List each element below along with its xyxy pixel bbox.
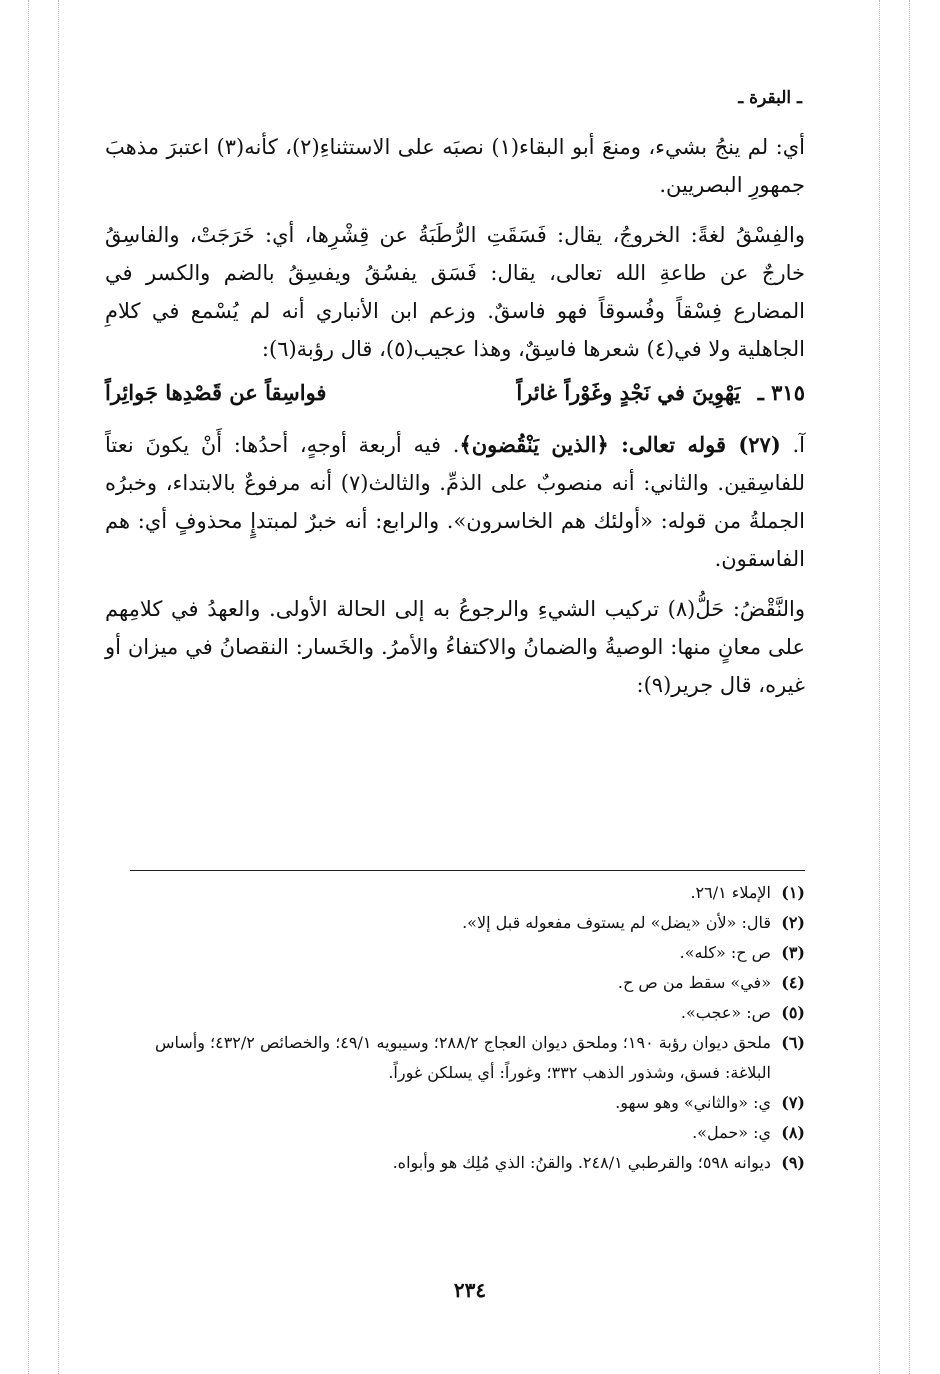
margin-dotted-line [879,0,882,1374]
footnote-text: قال: «لأن «يضل» لم يستوف مفعوله قبل إلا». [462,913,771,932]
footnote-text: «في» سقط من ص ح. [617,973,771,992]
footnote [105,1118,805,1148]
paragraph: والفِسْقُ لغةً: الخروجُ، يقال: فَسَقَتِ الرُّطَبَةُ عن قِشْرِها، أي: خَرَجَتْ، والفاسِقُ خارجٌ عن طاعةِ الله تعالى، يقال: فَسَق يفسُقُ ويفسِقُ بالضم والكسر في المضارع فِسْقاً وفُسوقاً فهو فاسقٌ. وزعم ابن الأنباري أنه لم يُسْمع في كلامِ الجاهلية ولا في(٤) شعرها فاسِقٌ، وهذا عجيب(٥)، قال رؤبة(٦): [105,223,805,361]
footnote-divider [130,870,805,871]
footnote-number: (٥) [781,1003,805,1022]
footnote-text: ص ح: «كله». [679,943,771,962]
footnote-number: (٤) [781,973,805,992]
section-prefix: آ. [792,433,805,457]
running-head: ـ البقرة ـ [738,88,802,108]
verse-number: ٣١٥ ـ [757,380,805,405]
footnote [105,1148,805,1178]
footnote-number: (٨) [781,1123,805,1142]
footnote [105,1028,805,1088]
section-heading: (٢٧) قوله تعالى: ﴿الذين يَنْقُضون﴾ [459,432,781,457]
footnote-text: الإملاء ٢٦/١. [690,883,771,902]
footnote [105,998,805,1028]
footnote [105,908,805,938]
footnote-text: ديوانه ٥٩٨؛ والقرطبي ٢٤٨/١. والقنُ: الذي مُلِك هو وأبواه. [392,1153,771,1172]
footnote [105,1088,805,1118]
paragraph: أي: لم ينجُ بشيء، ومنعَ أبو البقاء(١) نصبَه على الاستثناءِ(٢)، كأنه(٣) اعتبرَ مذهبَ جمهورِ البصريين. [105,135,805,197]
footnote-text: ي: «حمل». [692,1123,771,1142]
page-number: ٢٣٤ [453,1278,487,1302]
main-text [105,128,805,716]
footnote-text: ملحق ديوان رؤبة ١٩٠؛ وملحق ديوان العجاج ٢٨٨/٢؛ وسيبويه ٤٩/١؛ والخصائص ٤٣٢/٢؛ وأساس البلاغة: فسق، وشذور الذهب ٣٣٢؛ وغوراً: أي يسلكن غوراً. [154,1033,771,1082]
footnote-number: (٦) [781,1033,805,1052]
footnote-number: (١) [781,883,805,902]
section-paragraph [105,426,805,578]
footnote-number: (٢) [781,913,805,932]
margin-dotted-line [909,0,912,1374]
section-text: . فيه أربعة أوجهٍ، أحدُها: أَنْ يكونَ نعتاً للفاسِقين. والثاني: أنه منصوبٌ على الذمِّ. والثالث(٧) أنه مرفوعٌ بالابتداء، وخبرُه الجملةُ من قوله: «أولئك هم الخاسرون». والرابع: أنه خبرٌ لمبتدإٍ محذوفٍ أي: هم الفاسقون. [105,433,805,571]
paragraph: والنَّقْضُ: حَلُّ(٨) تركيب الشيءِ والرجوعُ به إلى الحالة الأولى. والعهدُ في كلامِهم على معانٍ منها: الوصيةُ والضمانُ والاكتفاءُ والأمرُ. والخَسار: النقصانُ في ميزان أو غيره، قال جرير(٩): [105,597,805,697]
footnote [105,878,805,908]
footnote [105,938,805,968]
verse-first-hemistich: يَهْوِينَ في نَجْدٍ وغَوْراً غائراً [516,380,741,405]
footnote-text: ص: «عجب». [680,1003,771,1022]
poetry-verse [105,374,805,412]
footnotes [105,878,805,1178]
footnote-number: (٧) [781,1093,805,1112]
margin-dotted-line [28,0,31,1374]
margin-dotted-line [58,0,61,1374]
footnote-text: ي: «والثاني» وهو سهو. [615,1093,771,1112]
footnote [105,968,805,998]
footnote-number: (٣) [781,943,805,962]
verse-second-hemistich: فواسِقاً عن قَصْدِها جَوائِراً [105,380,327,405]
footnote-number: (٩) [781,1153,805,1172]
